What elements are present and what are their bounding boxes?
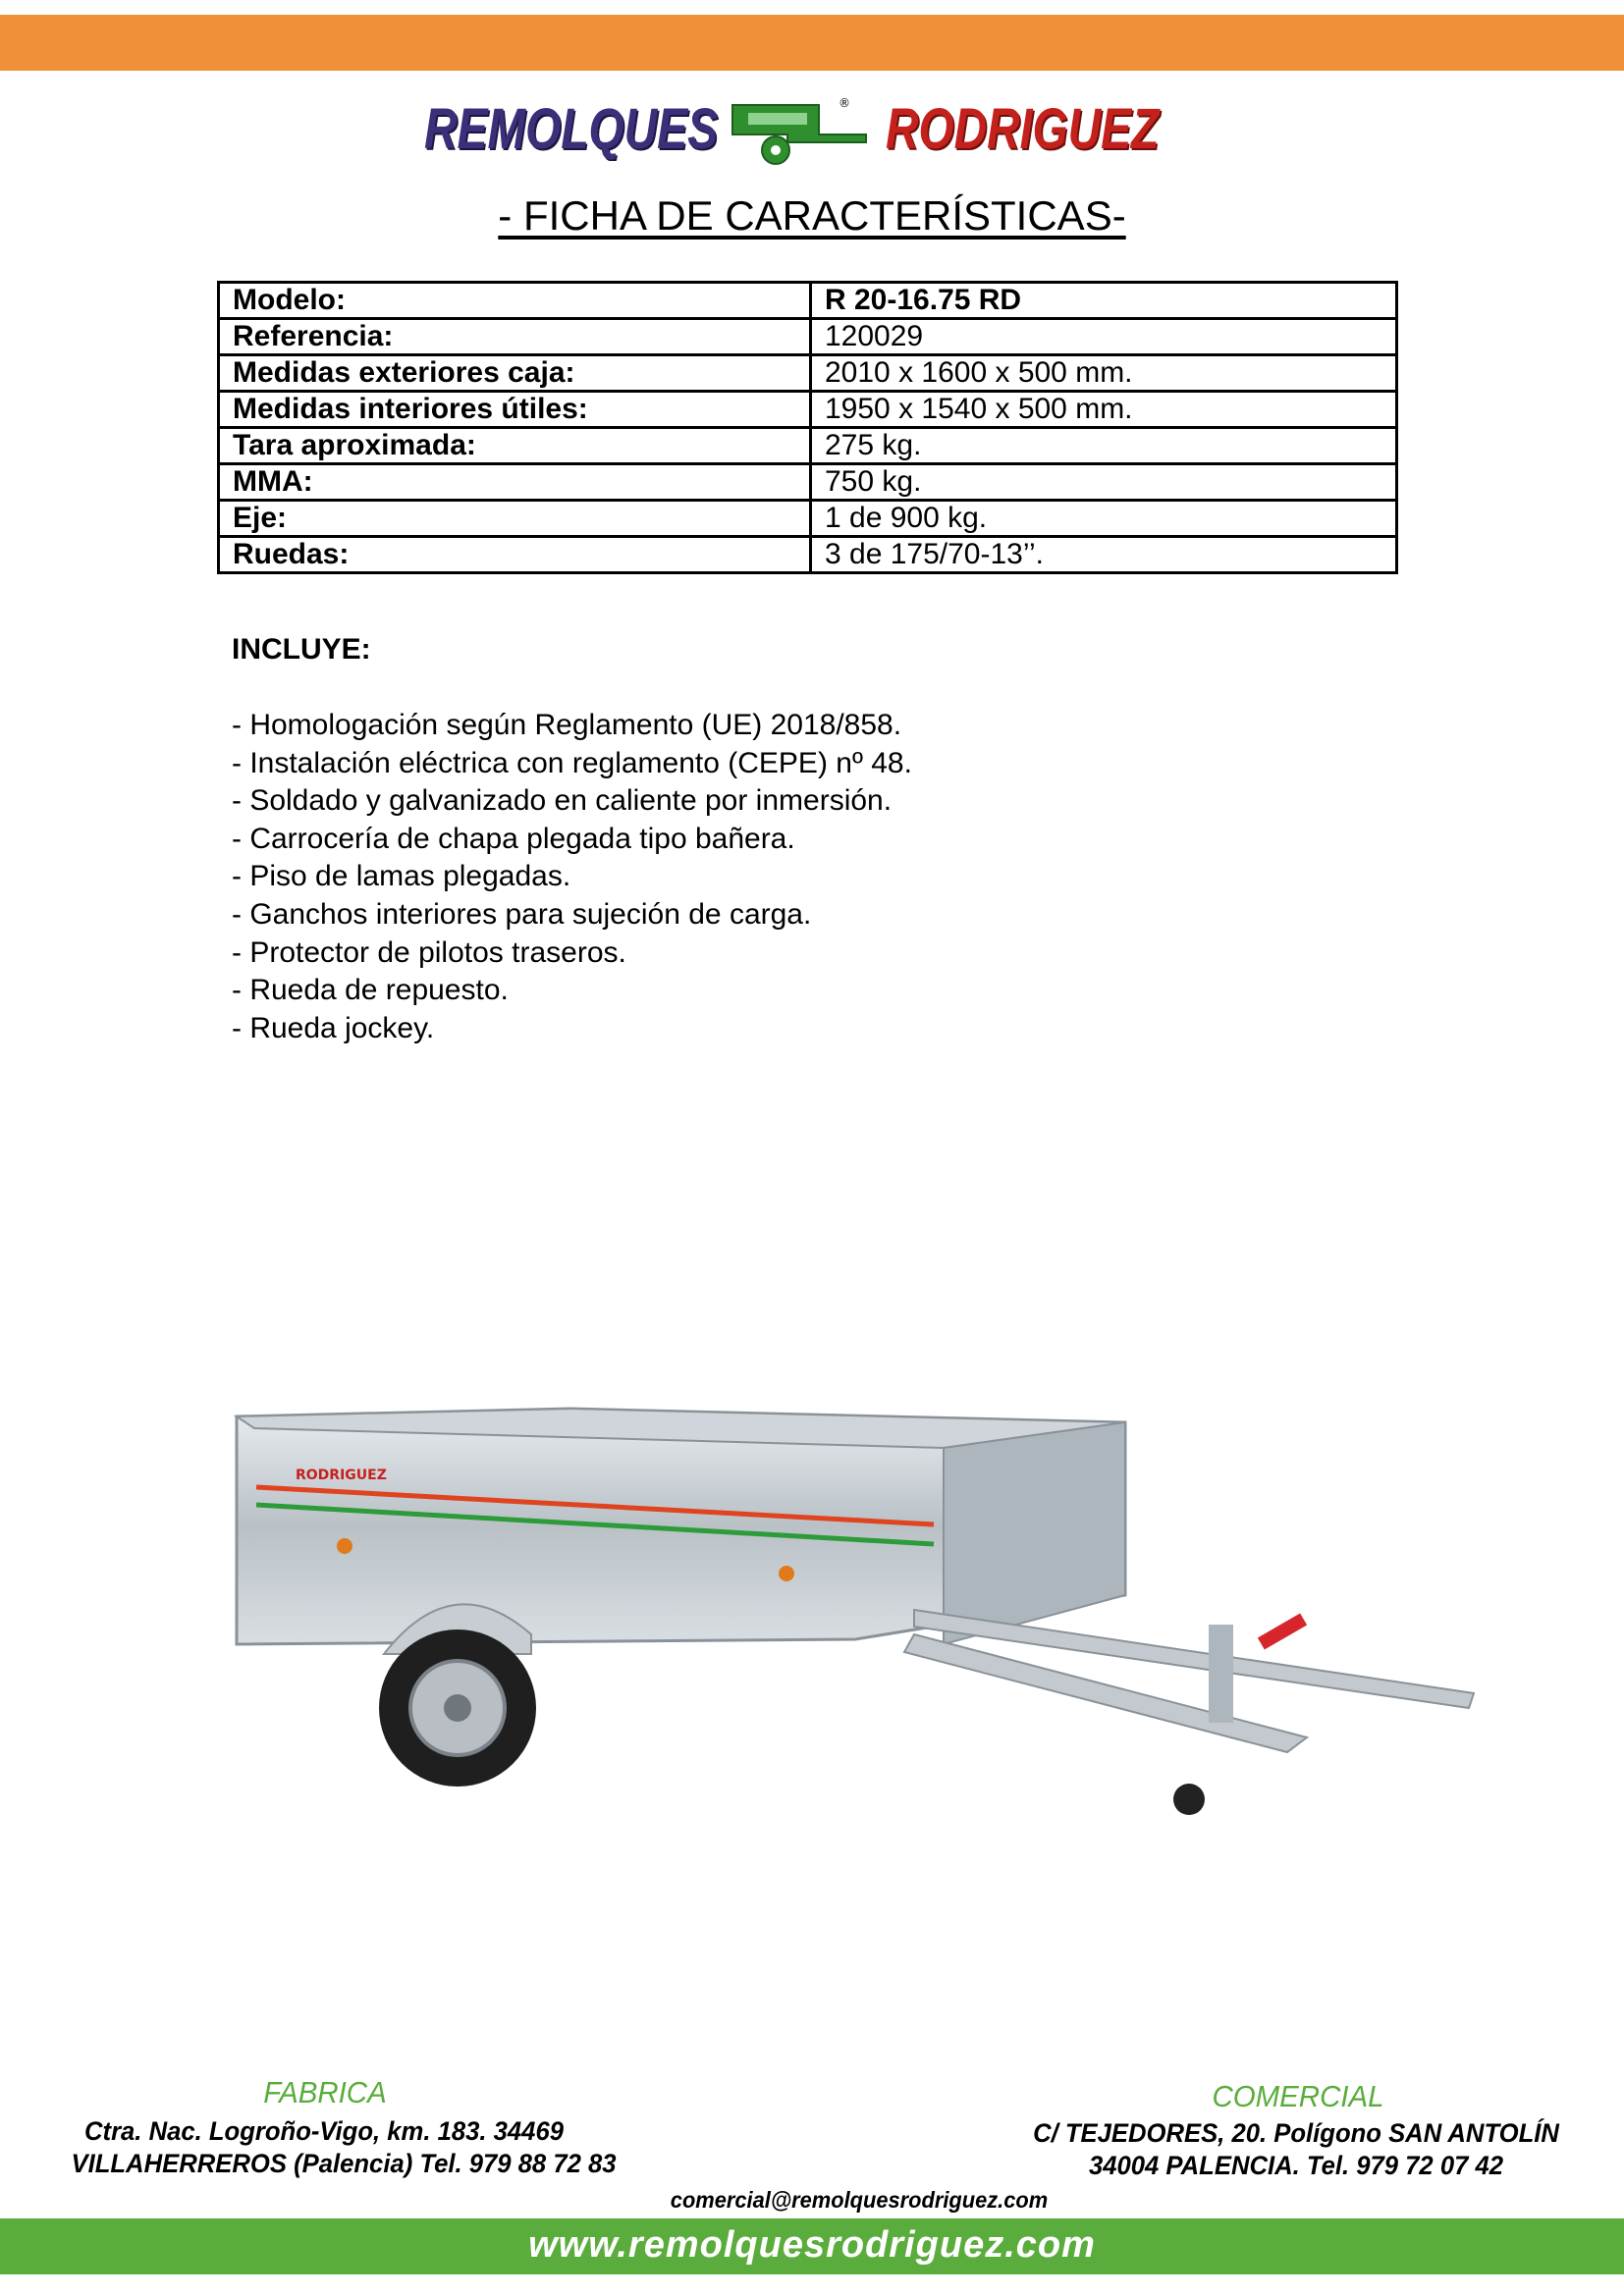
include-item: - Piso de lamas plegadas. [232,860,571,893]
top-orange-bar [0,15,1624,71]
website-link[interactable]: www.remolquesrodriguez.com [528,2224,1096,2266]
factory-address-line1: Ctra. Nac. Logroño-Vigo, km. 183. 34469 [83,2116,564,2146]
spec-row [219,537,1397,573]
spec-value: 275 kg. [811,428,1397,464]
factory-heading: FABRICA [263,2075,387,2109]
spec-label: Modelo: [219,283,811,319]
spec-label: MMA: [219,464,811,501]
spec-row [219,392,1397,428]
includes-heading: INCLUYE: [232,633,371,666]
spec-label: Referencia: [219,319,811,355]
spec-value: 1950 x 1540 x 500 mm. [811,392,1397,428]
spec-value: 120029 [811,319,1397,355]
registered-mark: ® [839,96,850,110]
spec-label: Eje: [219,501,811,537]
logo-word-rodriguez: RODRIGUEZ [886,97,1160,161]
spec-label: Medidas exteriores caja: [219,355,811,392]
spec-value: 3 de 175/70-13’’. [811,537,1397,573]
spec-value: 2010 x 1600 x 500 mm. [811,355,1397,392]
spec-label: Medidas interiores útiles: [219,392,811,428]
commercial-heading: COMERCIAL [1212,2079,1384,2113]
trailer-photo [227,1399,1493,1831]
include-item: - Protector de pilotos traseros. [232,935,626,969]
spec-row [219,283,1397,319]
spec-row [219,355,1397,392]
specs-table [217,281,1398,574]
include-item: - Instalación eléctrica con reglamento (CEPE) nº 48. [232,746,912,779]
includes-list [232,707,912,1047]
spec-row [219,501,1397,537]
include-item: - Ganchos interiores para sujeción de carga. [232,897,812,931]
spec-row [219,428,1397,464]
company-logo [424,93,1229,167]
include-item: - Soldado y galvanizado en caliente por inmersión. [232,784,893,818]
include-item: - Carrocería de chapa plegada tipo bañera. [232,822,795,855]
commercial-address-line1: C/ TEJEDORES, 20. Polígono SAN ANTOLÍN [1033,2118,1559,2148]
spec-label: Tara aproximada: [219,428,811,464]
include-item: - Rueda de repuesto. [232,974,509,1007]
logo-word-remolques: REMOLQUES [424,97,719,161]
spec-value: 750 kg. [811,464,1397,501]
trailer-brand-label: RODRIGUEZ [296,1468,387,1483]
spec-row [219,319,1397,355]
include-item: - Rueda jockey. [232,1011,435,1044]
commercial-address-line2: 34004 PALENCIA. Tel. 979 72 07 42 [1088,2151,1504,2180]
spec-value: R 20-16.75 RD [811,283,1397,319]
include-item: - Homologación según Reglamento (UE) 2018/858. [232,709,902,741]
trailer-logo-icon [729,95,876,166]
spec-row [219,464,1397,501]
spec-value: 1 de 900 kg. [811,501,1397,537]
spec-label: Ruedas: [219,537,811,573]
factory-address-line2: VILLAHERREROS (Palencia) Tel. 979 88 72 83 [71,2149,617,2178]
page-title: - FICHA DE CARACTERÍSTICAS- [498,192,1126,239]
contact-email[interactable]: comercial@remolquesrodriguez.com [670,2187,1049,2213]
